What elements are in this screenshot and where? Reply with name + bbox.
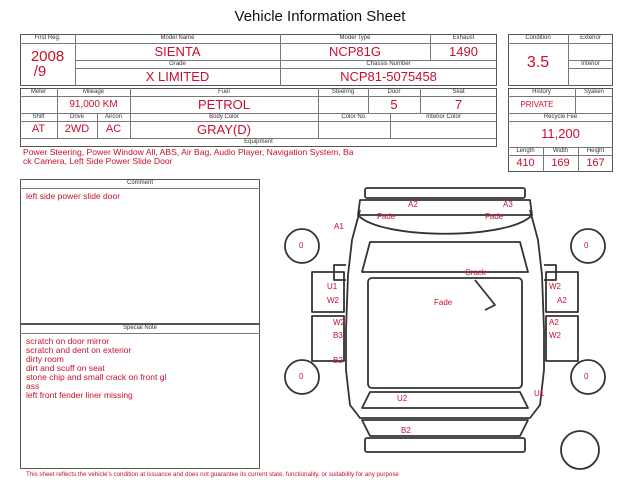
drive-label: Drive xyxy=(69,114,84,120)
fuel-value: PETROL xyxy=(197,97,250,112)
length-label: Length xyxy=(516,148,535,154)
disclaimer-footer: This sheet reflects the vehicle's condition at issuance and does not guarantee its current state, functionality, or suitability for any purpose xyxy=(26,471,399,478)
damage-mark: 0 xyxy=(299,241,304,250)
damage-mark: B3 xyxy=(333,331,343,340)
height-label: Height xyxy=(586,148,605,154)
model-name-label: Model Name xyxy=(160,35,195,41)
damage-mark: A2 xyxy=(408,200,418,209)
chassis-number-value: NCP81-5075458 xyxy=(340,69,437,84)
damage-mark: W2 xyxy=(327,296,339,305)
chassis-number-label: Chassis Number xyxy=(366,61,411,67)
seat-label: Seat xyxy=(452,89,465,95)
door-value: 5 xyxy=(390,97,398,112)
damage-mark: A3 xyxy=(503,200,513,209)
damage-mark: 0 xyxy=(584,372,589,381)
damage-mark: U1 xyxy=(534,389,545,398)
damage-mark: W2 xyxy=(333,318,345,327)
interior-color-label: Interior Color xyxy=(426,114,461,120)
body-color-value: GRAY(D) xyxy=(197,122,251,137)
history-label: History xyxy=(532,89,551,95)
width-value: 169 xyxy=(551,157,570,169)
damage-mark: W2 xyxy=(549,282,561,291)
history-value: PRIVATE xyxy=(520,100,554,109)
grade-label: Grade xyxy=(169,61,186,67)
damage-mark: W2 xyxy=(549,331,561,340)
aircon-label: Aircon xyxy=(104,114,122,120)
interior-label: Interior xyxy=(581,61,600,67)
special-note-line: stone chip and small crack on front gl xyxy=(26,372,167,382)
damage-mark: Fade xyxy=(377,212,396,221)
model-name-value: SIENTA xyxy=(154,44,201,59)
condition-value: 3.5 xyxy=(526,54,550,71)
mileage-value: 91,000 KM xyxy=(69,99,118,110)
shift-value: AT xyxy=(31,123,46,135)
damage-mark: A2 xyxy=(557,296,567,305)
special-note-text xyxy=(26,337,166,400)
special-note-line: scratch on door mirror xyxy=(26,336,110,346)
recycle-fee-value: 11,200 xyxy=(541,126,580,141)
comment-label: Comment xyxy=(126,180,153,186)
damage-mark: B2 xyxy=(401,426,411,435)
damage-mark: U1 xyxy=(327,282,338,291)
equipment-line: Power Steering, Power Window All, ABS, Air Bag, Audio Player, Navigation System, Ba xyxy=(23,147,354,157)
damage-mark: B2 xyxy=(333,356,343,365)
model-type-label: Model Type xyxy=(339,35,371,41)
exhaust-label: Exhaust xyxy=(452,35,475,41)
first-reg-year: 2008 xyxy=(30,48,65,65)
special-note-label: Special Note xyxy=(122,325,158,331)
comment-text xyxy=(26,192,120,201)
damage-mark: A2 xyxy=(549,318,559,327)
drive-value: 2WD xyxy=(64,123,90,135)
first-reg-month: /9 xyxy=(33,63,47,80)
mileage-label: Mileage xyxy=(82,89,104,95)
height-value: 167 xyxy=(586,157,605,169)
syaken-label: Syaken xyxy=(583,89,604,95)
damage-mark: Fade xyxy=(485,212,504,221)
shift-label: Shift xyxy=(32,114,45,120)
damage-mark: 0 xyxy=(584,241,589,250)
width-label: Width xyxy=(552,148,569,154)
body-color-label: Body Color xyxy=(209,114,239,120)
damage-mark: Fade xyxy=(434,298,453,307)
car-body-diagram xyxy=(270,180,620,470)
damage-mark: A1 xyxy=(334,222,344,231)
comment-line: left side power slide door xyxy=(26,191,121,201)
meter-label: Meter xyxy=(30,89,47,95)
special-note-line: ass xyxy=(26,381,40,391)
model-type-value: NCP81G xyxy=(328,44,382,59)
equipment-line: ck Camera, Left Side Power Slide Door xyxy=(23,156,173,166)
seat-value: 7 xyxy=(454,97,463,112)
damage-mark: 0 xyxy=(299,372,304,381)
color-no-label: Color No. xyxy=(341,114,367,120)
equipment-label: Equipment xyxy=(244,139,273,145)
condition-label: Condition xyxy=(525,35,551,41)
sheet-title: Vehicle Information Sheet xyxy=(234,8,406,25)
damage-mark: Crack xyxy=(465,268,486,277)
door-label: Door xyxy=(387,89,401,95)
first-reg-label: First Reg. xyxy=(34,35,61,41)
fuel-label: Fuel xyxy=(218,89,230,95)
length-value: 410 xyxy=(516,157,535,169)
damage-mark: U2 xyxy=(397,394,408,403)
special-note-line: dirt and scuff on seat xyxy=(26,363,105,373)
special-note-line: dirty room xyxy=(26,354,64,364)
aircon-value: AC xyxy=(105,123,122,135)
exhaust-value: 1490 xyxy=(449,44,478,59)
exterior-label: Exterior xyxy=(580,35,601,41)
recycle-fee-label: Recycle Fee xyxy=(543,114,578,120)
special-note-line: left front fender liner missing xyxy=(26,390,133,400)
equipment-list xyxy=(23,148,501,166)
steering-label: Steering xyxy=(331,89,355,95)
special-note-line: scratch and dent on exterior xyxy=(26,345,132,355)
grade-value: X LIMITED xyxy=(145,69,210,84)
